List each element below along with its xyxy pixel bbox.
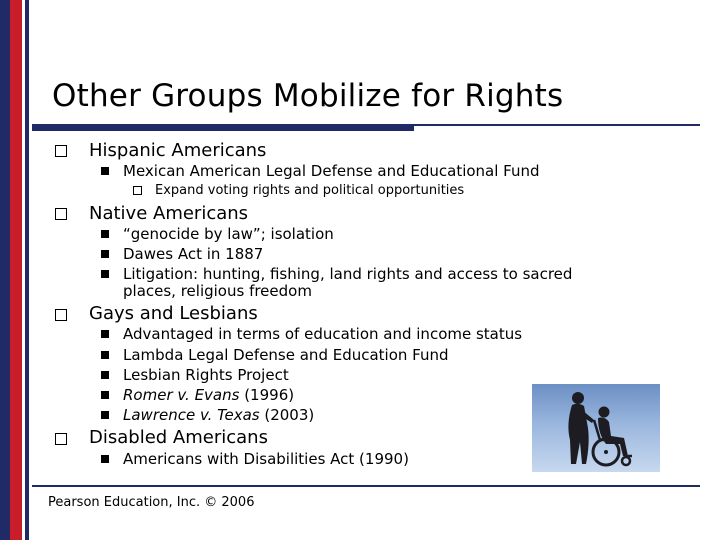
bullet-square-icon	[101, 455, 109, 463]
bullet-box-icon	[55, 208, 67, 220]
slide-title: Other Groups Mobilize for Rights	[52, 78, 564, 114]
footer-rule	[32, 485, 700, 487]
sub-bullet: “genocide by law”; isolation	[123, 225, 334, 243]
sub-bullet: Mexican American Legal Defense and Educational Fund	[123, 162, 540, 180]
title-rule-thin	[414, 124, 700, 126]
bullet-square-icon	[101, 270, 109, 278]
left-stripe-red	[10, 0, 22, 540]
bullet-square-icon	[101, 351, 109, 359]
sub-bullet-case	[123, 386, 294, 404]
case-name: Romer v. Evans	[123, 386, 240, 404]
wheelchair-caregiver-silhouette-icon	[532, 384, 660, 472]
sub-bullet: Dawes Act in 1887	[123, 245, 264, 263]
sub-bullet-case	[123, 406, 314, 424]
sub-bullet: Advantaged in terms of education and income status	[123, 325, 523, 343]
bullet-square-icon	[101, 330, 109, 338]
bullet-square-icon	[101, 391, 109, 399]
case-year: (1996)	[239, 386, 295, 404]
bullet-hispanic: Hispanic Americans	[89, 140, 267, 161]
bullet-square-icon	[101, 230, 109, 238]
bullet-square-icon	[101, 167, 109, 175]
sub-bullet: Americans with Disabilities Act (1990)	[123, 450, 409, 468]
bullet-square-icon	[101, 411, 109, 419]
bullet-square-icon	[101, 371, 109, 379]
bullet-box-icon	[55, 433, 67, 445]
bullet-box-icon	[55, 145, 67, 157]
bullet-square-icon	[101, 250, 109, 258]
bullet-native: Native Americans	[89, 203, 249, 224]
bullet-box-icon	[55, 309, 67, 321]
sub-sub-bullet: Expand voting rights and political opportunities	[155, 183, 465, 198]
bullet-gays: Gays and Lesbians	[89, 303, 258, 324]
sub-bullet: Litigation: hunting, fishing, land rights and access to sacred	[123, 265, 573, 283]
case-year: (2003)	[259, 406, 315, 424]
sub-bullet: Lambda Legal Defense and Education Fund	[123, 346, 449, 364]
bullet-box-small-icon	[133, 186, 142, 195]
bullet-disabled: Disabled Americans	[89, 427, 268, 448]
footer-text: Pearson Education, Inc. © 2006	[48, 495, 255, 510]
case-name: Lawrence v. Texas	[123, 406, 260, 424]
title-rule-thick	[32, 124, 414, 131]
left-stripe-navy-thin	[25, 0, 29, 540]
sub-bullet: Lesbian Rights Project	[123, 366, 289, 384]
sub-bullet-continued: places, religious freedom	[123, 282, 312, 300]
left-stripe-navy	[0, 0, 10, 540]
